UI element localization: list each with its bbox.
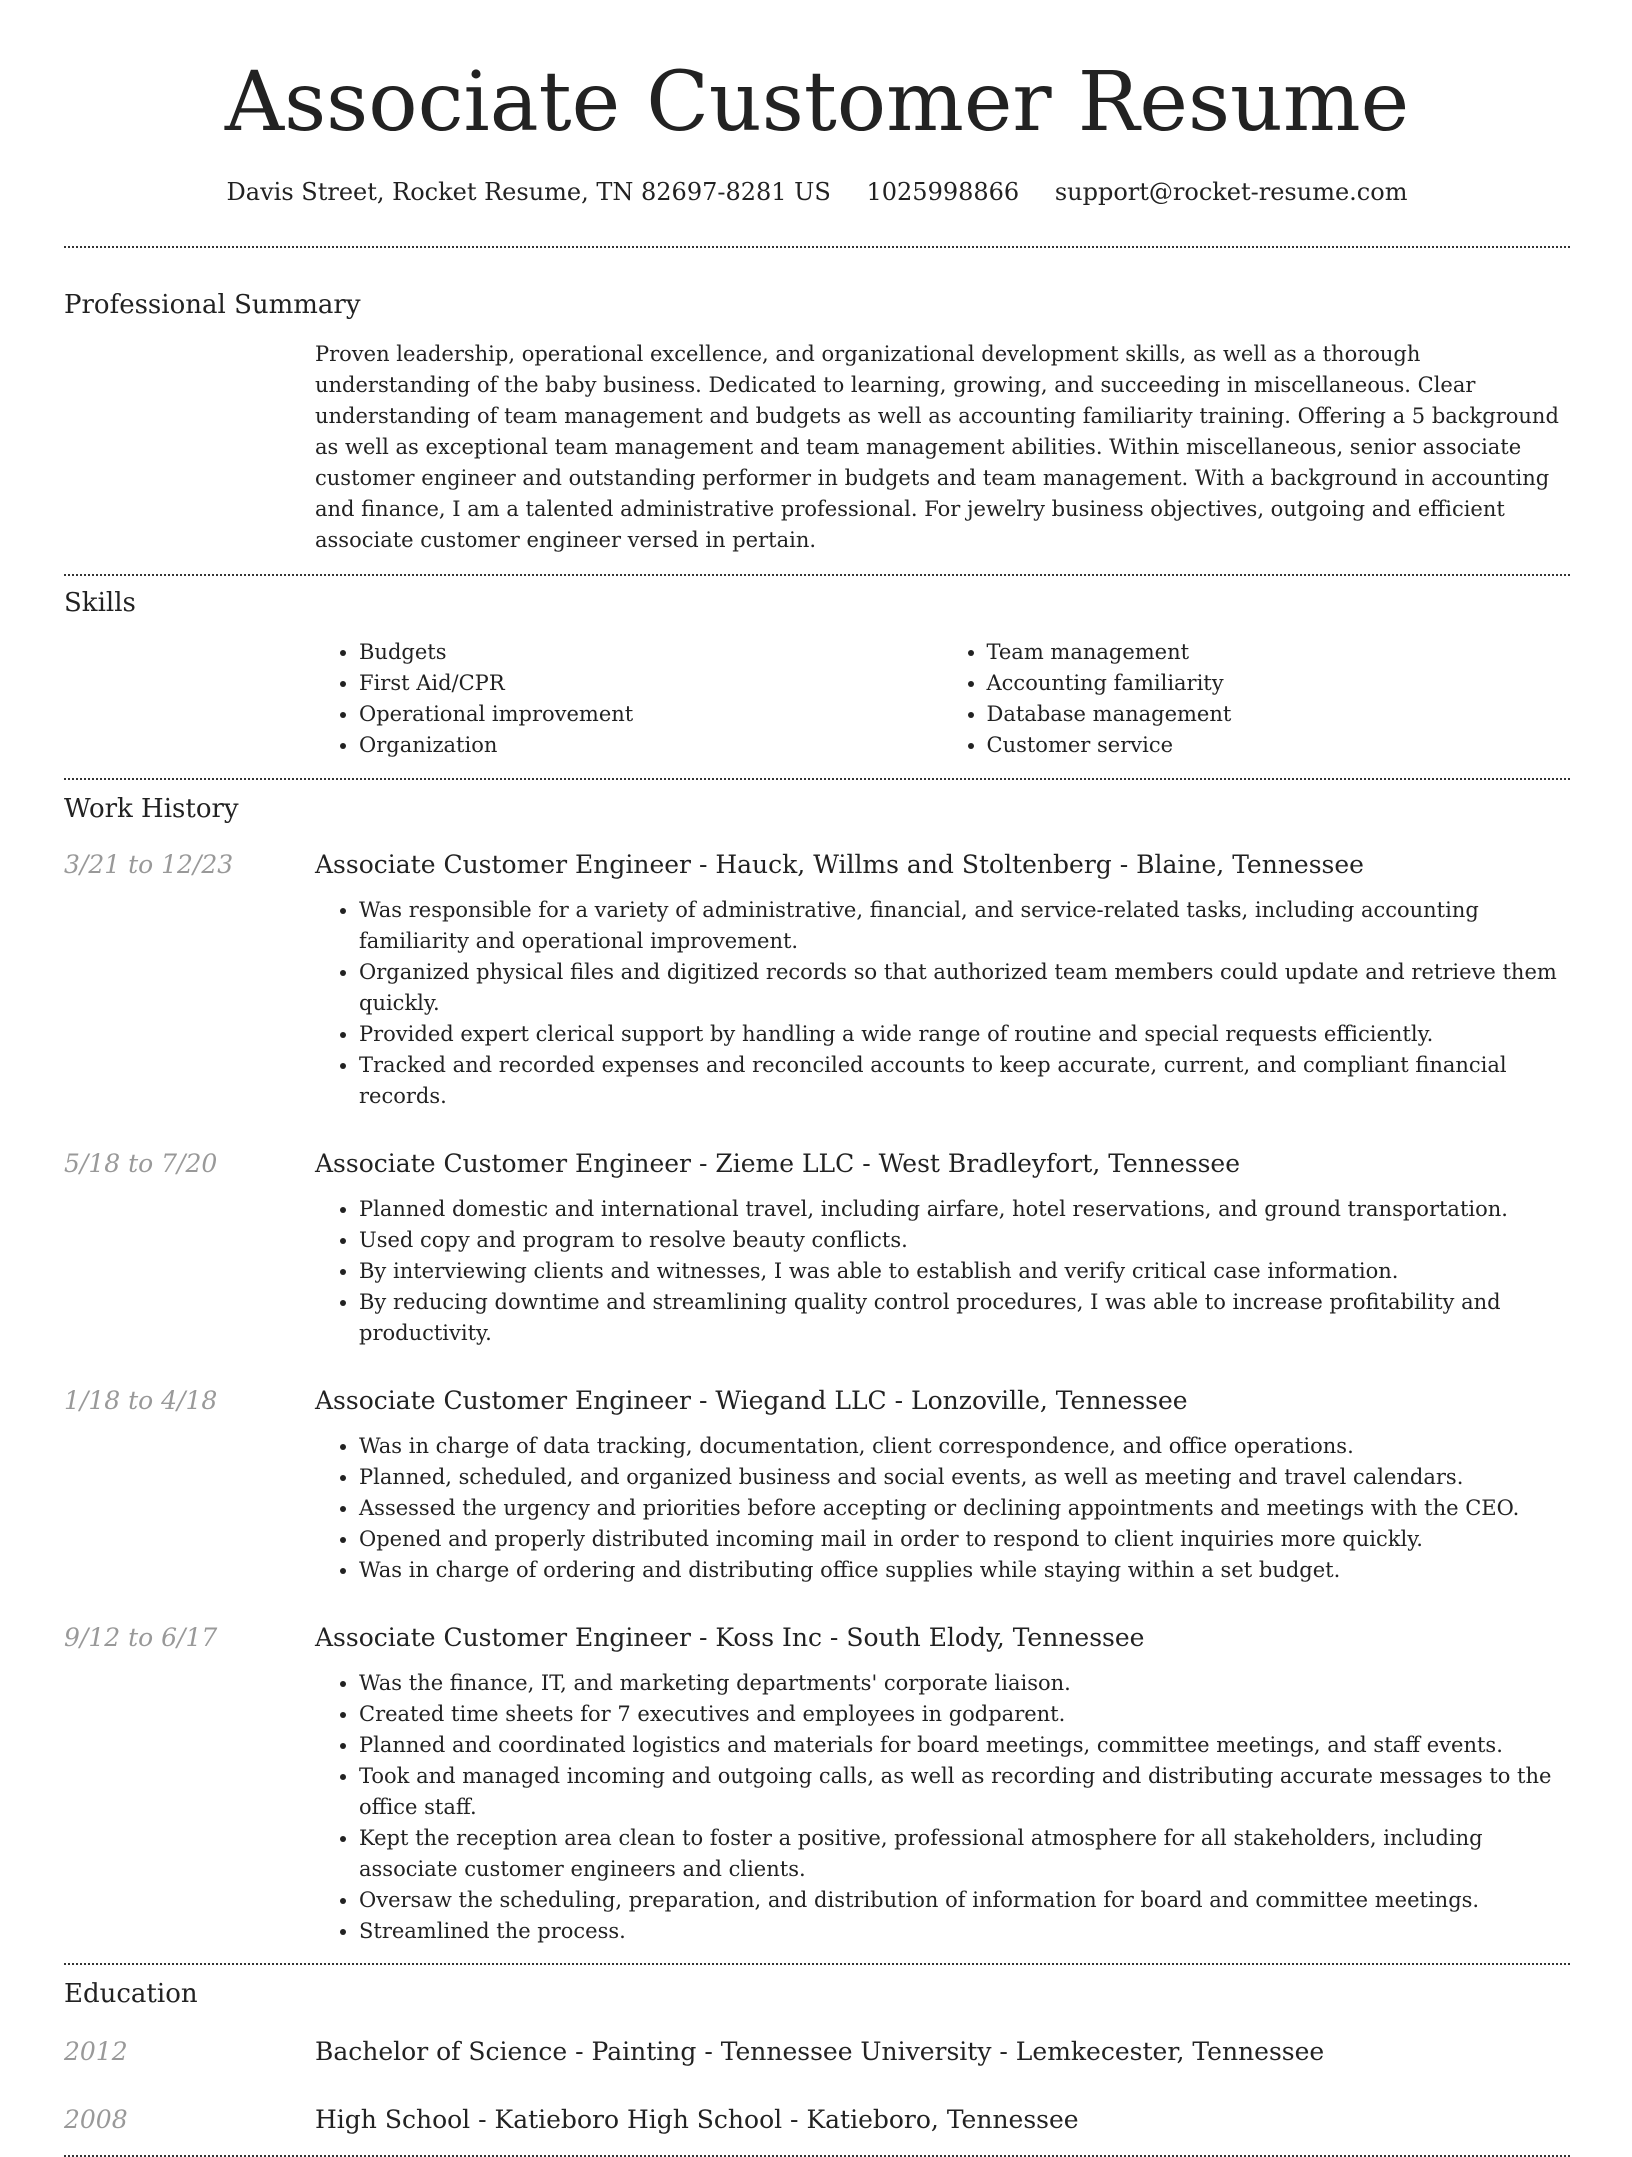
job-bullets bbox=[315, 1431, 1570, 1586]
contact-address: Davis Street, Rocket Resume, TN 82697-8281 US bbox=[226, 178, 831, 206]
job-bullet: • Planned, scheduled, and organized business and social events, as well as meeting and travel calendars. bbox=[359, 1462, 1570, 1493]
skill-item: • Organization bbox=[359, 730, 943, 761]
job-bullet: • Streamlined the process. bbox=[359, 1916, 1570, 1947]
contact-phone: 1025998866 bbox=[866, 178, 1020, 206]
job-bullets bbox=[315, 895, 1570, 1112]
education-title: Bachelor of Science - Painting - Tennessee University - Lemkecester, Tennessee bbox=[315, 2037, 1325, 2066]
job-entry bbox=[64, 1384, 1570, 1586]
job-date: 3/21 to 12/23 bbox=[64, 850, 234, 879]
education-date: 2012 bbox=[64, 2037, 128, 2066]
job-bullet: • Kept the reception area clean to foster a positive, professional atmosphere for all stakeholders, including associate customer engineers and clients. bbox=[359, 1823, 1570, 1885]
skills-section bbox=[64, 576, 1570, 761]
skill-item: • Customer service bbox=[987, 730, 1571, 761]
job-bullet: • Oversaw the scheduling, preparation, and distribution of information for board and committee meetings. bbox=[359, 1885, 1570, 1916]
job-bullet: • Was in charge of ordering and distributing office supplies while staying within a set budget. bbox=[359, 1555, 1570, 1586]
education-date: 2008 bbox=[64, 2105, 128, 2134]
education-section bbox=[64, 1965, 1570, 2137]
job-bullet: • Was the finance, IT, and marketing departments' corporate liaison. bbox=[359, 1668, 1570, 1699]
skill-item: • Team management bbox=[987, 637, 1571, 668]
job-entry bbox=[64, 1147, 1570, 1349]
skills-list-right bbox=[943, 637, 1571, 761]
skill-item: • First Aid/CPR bbox=[359, 668, 943, 699]
job-title: Associate Customer Engineer - Wiegand LLC - Lonzoville, Tennessee bbox=[315, 1386, 1188, 1415]
job-bullet: • Was responsible for a variety of administrative, financial, and service-related tasks, including accounting familiarity and operational improvement. bbox=[359, 895, 1570, 957]
job-bullet: • Took and managed incoming and outgoing calls, as well as recording and distributing accurate messages to the office staff. bbox=[359, 1761, 1570, 1823]
job-title: Associate Customer Engineer - Koss Inc - South Elody, Tennessee bbox=[315, 1623, 1145, 1652]
job-bullets bbox=[315, 1194, 1570, 1349]
job-bullet: • Provided expert clerical support by handling a wide range of routine and special requests efficiently. bbox=[359, 1019, 1570, 1050]
job-bullet: • By reducing downtime and streamlining quality control procedures, I was able to increase profitability and productivity. bbox=[359, 1287, 1570, 1349]
skill-item: • Database management bbox=[987, 699, 1571, 730]
job-entry bbox=[64, 1621, 1570, 1947]
education-entry bbox=[64, 2103, 1570, 2137]
job-date: 1/18 to 4/18 bbox=[64, 1386, 218, 1415]
skill-item: • Operational improvement bbox=[359, 699, 943, 730]
job-bullet: • Opened and properly distributed incoming mail in order to respond to client inquiries more quickly. bbox=[359, 1524, 1570, 1555]
skill-item: • Accounting familiarity bbox=[987, 668, 1571, 699]
skills-list-left bbox=[315, 637, 943, 761]
section-title-work: Work History bbox=[64, 794, 239, 824]
job-bullet: • By interviewing clients and witnesses, I was able to establish and verify critical case information. bbox=[359, 1256, 1570, 1287]
job-bullet: • Tracked and recorded expenses and reconciled accounts to keep accurate, current, and compliant financial records. bbox=[359, 1050, 1570, 1112]
job-date: 5/18 to 7/20 bbox=[64, 1149, 218, 1178]
skills-grid bbox=[315, 637, 1570, 761]
education-title: High School - Katieboro High School - Katieboro, Tennessee bbox=[315, 2105, 1079, 2134]
section-title-summary: Professional Summary bbox=[64, 290, 361, 320]
job-bullet: • Planned and coordinated logistics and materials for board meetings, committee meetings, and staff events. bbox=[359, 1730, 1570, 1761]
summary-text: Proven leadership, operational excellence, and organizational development skills, as well as a thorough understanding of the baby business. Dedicated to learning, growing, and succeeding in miscellaneous. Clear understanding of team management and budgets as well as accounting familiarity training. Offering a 5 background as well as exceptional team management and team management abilities. Within miscellaneous, senior associate customer engineer and outstanding performer in budgets and team management. With a background in accounting and finance, I am a talented administrative professional. For jewelry business objectives, outgoing and efficient associate customer engineer versed in pertain. bbox=[315, 342, 1559, 552]
resume-header bbox=[64, 0, 1570, 208]
resume-title: Associate Customer Resume bbox=[224, 55, 1410, 150]
job-bullet: • Created time sheets for 7 executives and employees in godparent. bbox=[359, 1699, 1570, 1730]
contact-line bbox=[64, 176, 1570, 208]
job-entry bbox=[64, 848, 1570, 1112]
work-history-section bbox=[64, 780, 1570, 1947]
job-bullets bbox=[315, 1668, 1570, 1947]
job-title: Associate Customer Engineer - Zieme LLC - West Bradleyfort, Tennessee bbox=[315, 1149, 1241, 1178]
job-bullet: • Assessed the urgency and priorities before accepting or declining appointments and meetings with the CEO. bbox=[359, 1493, 1570, 1524]
job-bullet: • Planned domestic and international travel, including airfare, hotel reservations, and ground transportation. bbox=[359, 1194, 1570, 1225]
job-bullet: • Organized physical files and digitized records so that authorized team members could update and retrieve them quickly. bbox=[359, 957, 1570, 1019]
summary-section bbox=[64, 248, 1570, 556]
section-title-skills: Skills bbox=[64, 588, 136, 618]
resume-page bbox=[64, 0, 1570, 2157]
contact-email: support@rocket-resume.com bbox=[1054, 178, 1408, 206]
job-title: Associate Customer Engineer - Hauck, Willms and Stoltenberg - Blaine, Tennessee bbox=[315, 850, 1364, 879]
education-entry bbox=[64, 2035, 1570, 2069]
skill-item: • Budgets bbox=[359, 637, 943, 668]
section-title-education: Education bbox=[64, 1979, 198, 2009]
job-bullet: • Used copy and program to resolve beauty conflicts. bbox=[359, 1225, 1570, 1256]
job-date: 9/12 to 6/17 bbox=[64, 1623, 218, 1652]
job-bullet: • Was in charge of data tracking, documentation, client correspondence, and office operations. bbox=[359, 1431, 1570, 1462]
